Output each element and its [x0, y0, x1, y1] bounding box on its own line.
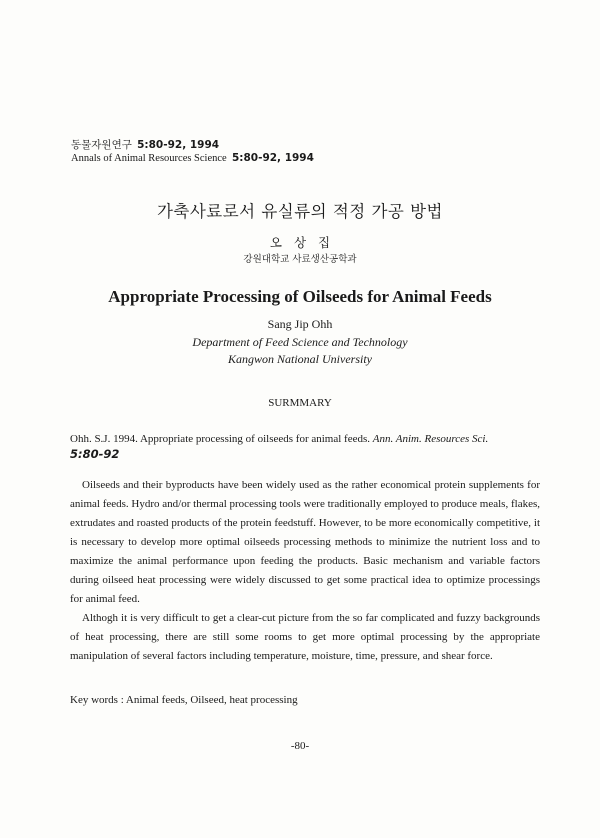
paragraph: Althogh it is very difficult to get a clear-cut picture from the so far complicated and fuzzy backgrounds of heat processing, there are still some rooms to get more optimal processing by the appropriate manipulation of several factors including temperature, moisture, time, pressure, and shear force.: [70, 612, 540, 662]
page-number: -80-: [290, 740, 310, 752]
university: Kangwon National University: [228, 352, 372, 366]
journal-ref-korean: 5:80-92, 1994: [137, 139, 220, 151]
journal-ref-english: 5:80-92, 1994: [231, 152, 314, 164]
english-affiliation: [0, 334, 600, 368]
department: Department of Feed Science and Technology: [192, 335, 408, 349]
korean-author: 오 상 집: [269, 235, 331, 250]
english-title: Appropriate Processing of Oilseeds for Animal Feeds: [108, 287, 492, 306]
summary-body: [70, 476, 540, 666]
journal-name-english: Annals of Animal Resources Science: [71, 153, 227, 164]
english-author: Sang Jip Ohh: [267, 317, 333, 331]
paragraph: Oilseeds and their byproducts have been widely used as the rather economical protein supplements for animal feeds. Hydro and/or thermal processing tools were traditionally employed to produce meals, flakes, extrudates and roasted products of the protein feedstuff. However, to be more economically competitive, it is necessary to develop more optimal oilseeds processing methods to minimize the nutrient loss and to maximize the animal performance upon feeding the products. Basic mechanism and variable factors during oilseed heat processing were widely discussed to get some practical idea to optimize processings for animal feed.: [70, 479, 540, 605]
journal-header: [71, 139, 314, 165]
keywords: Key words : Animal feeds, Oilseed, heat processing: [70, 694, 298, 706]
citation-journal: Ann. Anim. Resources Sci.: [372, 433, 489, 445]
korean-title: 가축사료로서 유실류의 적정 가공 방법: [156, 202, 443, 221]
korean-affiliation: 강원대학교 사료생산공학과: [243, 254, 357, 265]
journal-name-korean: 동물자원연구: [71, 140, 132, 151]
citation: [70, 432, 540, 463]
citation-text: Ohh. S.J. 1994. Appropriate processing of oilseeds for animal feeds.: [70, 433, 370, 445]
citation-volume: 5:80-92: [70, 447, 120, 461]
summary-heading: SURMMARY: [268, 397, 332, 409]
